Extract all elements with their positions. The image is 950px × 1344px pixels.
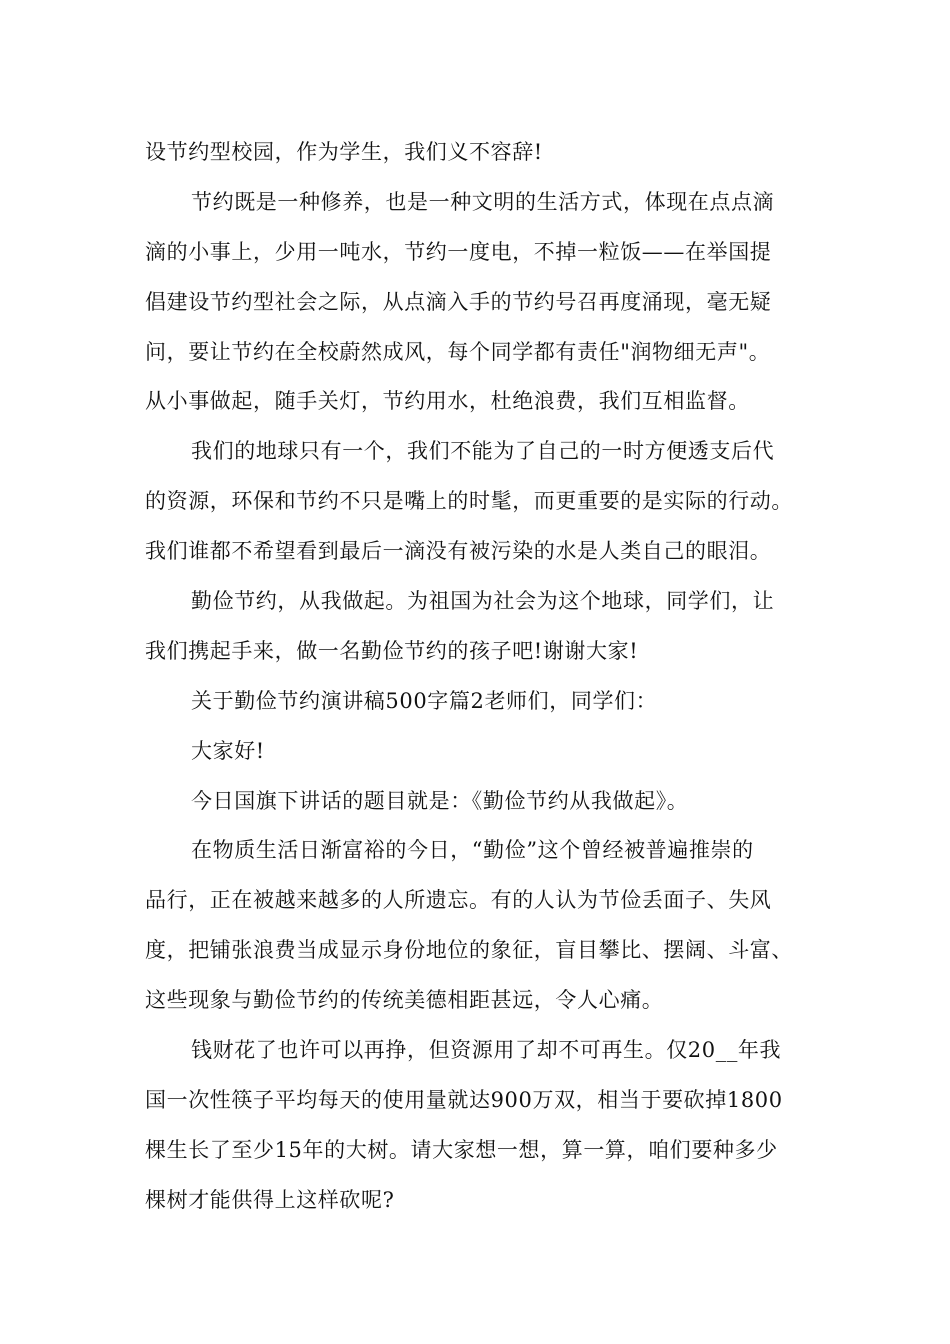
text-line: 品行，正在被越来越多的人所遗忘。有的人认为节俭丢面子、失风 xyxy=(145,888,772,913)
greeting-line: 大家好! xyxy=(191,738,265,763)
text-line: 度，把铺张浪费当成显示身份地位的象征，盲目攀比、摆阔、斗富、 xyxy=(145,938,793,963)
text-line: 的资源，环保和节约不只是嘴上的时髦，而更重要的是实际的行动。 xyxy=(145,489,793,514)
text-line: 设节约型校园，作为学生，我们义不容辞! xyxy=(145,140,543,164)
text-line: 我们携起手来，做一名勤俭节约的孩子吧!谢谢大家! xyxy=(145,638,639,663)
text-line: 倡建设节约型社会之际，从点滴入手的节约号召再度涌现，毫无疑 xyxy=(145,289,772,314)
text-line: 勤俭节约，从我做起。为祖国为社会为这个地球，同学们，让 xyxy=(191,589,775,614)
paragraph-1 xyxy=(145,128,835,178)
text-line: 我们谁都不希望看到最后一滴没有被污染的水是人类自己的眼泪。 xyxy=(145,539,772,564)
paragraph-5-heading xyxy=(145,677,835,727)
text-line: 这些现象与勤俭节约的传统美德相距甚远，令人心痛。 xyxy=(145,988,664,1013)
text-line: 国一次性筷子平均每天的使用量就达900万双，相当于要砍掉1800 xyxy=(145,1087,783,1112)
text-line: 棵生长了至少15年的大树。请大家想一想，算一算，咱们要种多少 xyxy=(145,1137,778,1162)
text-line: 问，要让节约在全校蔚然成风，每个同学都有责任"润物细无声"。 xyxy=(145,339,771,364)
paragraph-3 xyxy=(145,427,835,577)
text-line: 在物质生活日渐富裕的今日，“勤俭”这个曾经被普遍推崇的 xyxy=(191,838,754,863)
paragraph-2 xyxy=(145,178,835,427)
section-heading-line: 关于勤俭节约演讲稿500字篇2老师们，同学们： xyxy=(191,688,658,713)
paragraph-6-greeting xyxy=(145,727,835,777)
text-line: 我们的地球只有一个，我们不能为了自己的一时方便透支后代 xyxy=(191,439,775,464)
paragraph-4 xyxy=(145,577,835,677)
text-line: 从小事做起，随手关灯，节约用水，杜绝浪费，我们互相监督。 xyxy=(145,389,750,414)
paragraph-7-topic xyxy=(145,777,835,827)
document-body xyxy=(145,128,835,1226)
text-line: 滴的小事上，少用一吨水，节约一度电，不掉一粒饭——在举国提 xyxy=(145,239,772,264)
text-line: 棵树才能供得上这样砍呢? xyxy=(145,1187,395,1212)
paragraph-8 xyxy=(145,826,835,1026)
paragraph-9 xyxy=(145,1026,835,1226)
text-line: 钱财花了也许可以再挣，但资源用了却不可再生。仅20__年我 xyxy=(191,1038,782,1063)
topic-line: 今日国旗下讲话的题目就是：《勤俭节约从我做起》。 xyxy=(191,788,689,813)
text-line: 节约既是一种修养，也是一种文明的生活方式，体现在点点滴 xyxy=(191,189,775,214)
